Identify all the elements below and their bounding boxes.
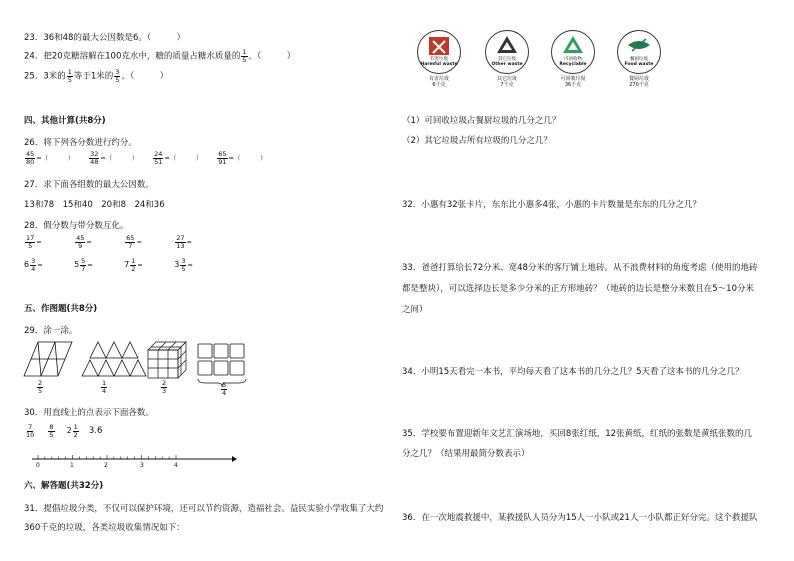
bin-recyclable (548, 30, 598, 89)
q28-item: 3 $\frac{3}{5}$ = (174, 257, 193, 273)
bin-label: 其它垃圾 Other waste (491, 57, 523, 68)
q25-text-a: 25．3米的 (24, 71, 66, 82)
question-24 (24, 49, 295, 63)
q26-item: $\frac{65}{91}$ =（ ） (218, 150, 267, 166)
q28-item: 6 $\frac{3}{4}$ = (24, 257, 43, 273)
question-28: 28．假分数与带分数互化。 (24, 221, 129, 231)
question-33-line-2: 都是整块），可以选择边长是多少分米的正方形地砖？（地砖的边长是整分米数且在5～10分米 (402, 284, 754, 294)
q28-item: $\frac{17}{5}$ = (26, 234, 42, 250)
triangles-shape (82, 342, 146, 376)
bin-label: 可回收物 Recyclable (559, 57, 587, 68)
q28-row-2 (24, 258, 222, 272)
question-33-line-3: 之间） (402, 305, 428, 315)
question-35-line-1: 35．学校要布置迎新年文艺汇演场地，买回8张红纸，12张黄纸，红纸的张数是黄纸张数的几 (402, 429, 753, 439)
section-5-title: 五、作图题(共8分) (24, 304, 98, 314)
q25-fraction-2: $\frac{3}{5}$ (115, 68, 120, 84)
tick-label-4: 4 (174, 462, 178, 469)
bin-amount: 6千克 (432, 82, 446, 89)
q29-fraction: $\frac{5}{4}$ (222, 381, 227, 397)
tick-label-2: 2 (104, 462, 108, 469)
bin-amount: 36千克 (564, 82, 582, 89)
fish-bone-icon (617, 30, 661, 74)
q26-item: $\frac{45}{80}$ =（ ） (26, 150, 75, 166)
q26-item: $\frac{32}{48}$ =（ ） (90, 150, 139, 166)
cube-shape (148, 342, 186, 378)
section-6-title: 六、解答题(共32分) (24, 481, 104, 491)
bin-caption: 其它垃圾 (496, 76, 517, 82)
squares-shape (198, 344, 244, 375)
question-30: 30．用直线上的点表示下面各数。 (24, 408, 154, 418)
bin-label: 餐厨垃圾 Food waste (624, 57, 654, 68)
recycle-icon (551, 30, 595, 74)
question-32: 32．小惠有32张卡片，东东比小惠多4张，小惠的卡片数量是东东的几分之几？ (402, 200, 702, 210)
q28-item: $\frac{45}{9}$ = (76, 234, 92, 250)
bin-caption: 有害垃圾 (428, 76, 449, 82)
q25-blank: 。（ ） (121, 71, 169, 82)
q29-fraction: $\frac{1}{4}$ (102, 379, 107, 395)
question-26: 26．将下列各分数进行约分。 (24, 138, 137, 148)
q27-groups: 13和78 15和40 20和8 24和36 (24, 200, 165, 210)
q26-item: $\frac{24}{51}$ =（ ） (154, 150, 203, 166)
question-23: 23．36和48的最大公因数是6。（ ） (24, 33, 186, 43)
q30-numbers (24, 424, 102, 438)
tick-label-3: 3 (140, 462, 144, 469)
q29-fraction: $\frac{2}{3}$ (162, 379, 167, 395)
q30-mixed-whole: 2 (66, 426, 72, 435)
question-25 (24, 69, 168, 83)
bin-amount: 270千克 (629, 82, 649, 89)
q24-fraction: $\frac{1}{5}$ (242, 48, 247, 64)
other-waste-icon (485, 30, 529, 74)
number-line (28, 454, 238, 464)
q28-item: $\frac{65}{7}$ = (126, 234, 142, 250)
q28-item: 5 $\frac{5}{7}$ = (74, 257, 93, 273)
q25-fraction-1: $\frac{1}{5}$ (67, 68, 72, 84)
bin-label: 有害垃圾 Harmful waste (420, 57, 458, 68)
tick-label-1: 1 (70, 462, 74, 469)
q30-fraction: $\frac{8}{5}$ (49, 423, 54, 439)
question-34: 34．小明15天看完一本书，平均每天看了这本书的几分之几？5天看了这本书的几分之几？ (402, 367, 744, 377)
q30-decimal: 3.6 (88, 426, 103, 436)
q25-text-b: 等于1米的 (73, 71, 114, 82)
bin-harmful (414, 30, 464, 89)
question-31-line-1: 31．提倡垃圾分类，不仅可以保护环境，还可以节约资源，造福社会。益民实验小学收集了大约 (24, 504, 384, 514)
q30-fraction: $\frac{7}{10}$ (26, 423, 35, 439)
harmful-waste-icon (417, 30, 461, 74)
question-29: 29．涂一涂。 (24, 326, 78, 336)
q28-item: $\frac{27}{13}$ = (176, 234, 192, 250)
bin-amount: 7千克 (500, 82, 514, 89)
bin-other (482, 30, 532, 89)
q24-text: 24．把20克糖溶解在100克水中，糖的质量占糖水质量的 (24, 51, 241, 62)
q28-row-1 (24, 235, 222, 249)
tick-label-0: 0 (36, 462, 40, 469)
question-35-line-2: 分之几？（结果用最简分数表示） (402, 449, 530, 459)
q24-blank: 。（ ） (248, 51, 296, 62)
q29-shapes (22, 340, 262, 380)
question-31-part-2: （2）其它垃圾占所有垃圾的几分之几？ (402, 136, 552, 146)
q29-fraction: $\frac{2}{5}$ (38, 379, 43, 395)
question-27: 27．求下面各组数的最大公因数。 (24, 180, 154, 190)
q30-mixed-fraction: $\frac{1}{2}$ (73, 423, 78, 439)
q26-items (24, 151, 278, 165)
question-33-line-1: 33．爸爸打算给长72分米、宽48分米的客厅铺上地砖。从不浪费材料的角度考虑（使用的地砖 (402, 263, 758, 273)
question-36: 36．在一次地震救援中，某救援队人员分为15人一小队或21人一小队都正好分完。这个救援队 (402, 513, 758, 523)
question-31-line-2: 360千克的垃圾，各类垃圾收集情况如下： (24, 523, 185, 533)
parallelogram-shape (24, 342, 72, 376)
question-31-part-1: （1）可回收垃圾占餐厨垃圾的几分之几？ (402, 116, 561, 126)
bin-caption: 可回收垃圾 (560, 76, 586, 82)
q28-item: 7 $\frac{1}{2}$ = (124, 257, 143, 273)
section-4-title: 四、其他计算(共8分) (24, 116, 106, 126)
bin-food (614, 30, 664, 89)
bin-caption: 餐厨垃圾 (628, 76, 649, 82)
